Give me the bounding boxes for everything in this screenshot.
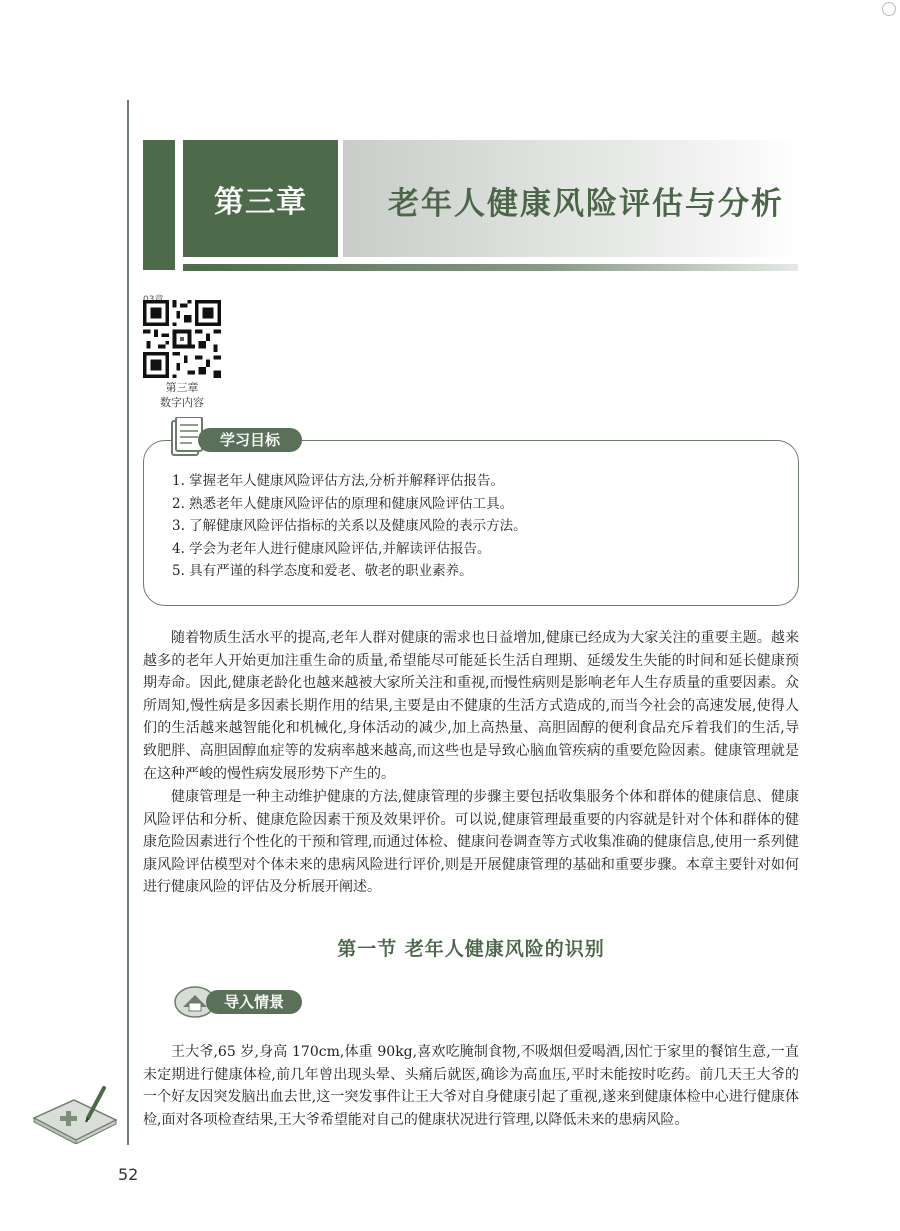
section-title: 第一节 老年人健康风险的识别 xyxy=(337,938,605,960)
objectives-list xyxy=(172,470,527,583)
body-paragraph: 健康管理是一种主动维护健康的方法,健康管理的步骤主要包括收集服务个体和群体的健康信息、健康风险评估和分析、健康危险因素干预及效果评价。可以说,健康管理最重要的内容就是针对个体和群体的健康危险因素进行个性化的干预和管理,而通过体检、健康问卷调查等方式收集准确的健康信息,使用一系列健康风险评估模型对个体未来的患病风险进行评价,则是开展健康管理的基础和重要步骤。本章主要针对如何进行健康风险的评估及分析展开阐述。 xyxy=(143,789,799,896)
objective-item: 1. 掌握老年人健康风险评估方法,分析并解释评估报告。 xyxy=(172,473,504,489)
clipboard-pen-icon xyxy=(30,1082,120,1144)
objective-item: 4. 学会为老年人进行健康风险评估,并解读评估报告。 xyxy=(172,540,491,557)
chapter-number: 第三章 xyxy=(183,140,338,257)
header-side-block xyxy=(143,140,175,270)
qr-caption-line: 数字内容 xyxy=(160,396,204,409)
qr-caption xyxy=(138,380,226,410)
objective-item: 2. 熟悉老年人健康风险评估的原理和健康风险评估工具。 xyxy=(172,495,514,512)
qr-code-icon[interactable] xyxy=(143,300,221,378)
objective-item: 5. 具有严谨的科学态度和爱老、敬老的职业素养。 xyxy=(172,563,473,579)
objective-item: 3. 了解健康风险评估指标的关系以及健康风险的表示方法。 xyxy=(172,518,527,534)
scenario-heading: 导入情景 xyxy=(206,990,302,1014)
page-number: 52 xyxy=(118,1165,139,1184)
header-underline xyxy=(183,264,798,271)
scenario-text: 王大爷,65 岁,身高 170cm,体重 90kg,喜欢吃腌制食物,不吸烟但爱喝酒,因忙于家里的餐馆生意,一直未定期进行健康体检,前几年曾出现头晕、头痛后就医,确诊为高血压,平时未能按时吃药。前几天王大爷的一个好友因突发脑出血去世,这一突发事件让王大爷对自身健康引起了重视,遂来到健康体检中心进行健康体检,面对各项检查结果,王大爷希望能对自己的健康状况进行管理,以降低未来的患病风险。 xyxy=(143,1044,799,1128)
qr-caption-line: 第三章 xyxy=(165,381,199,394)
body-paragraph: 随着物质生活水平的提高,老年人群对健康的需求也日益增加,健康已经成为大家关注的重要主题。越来越多的老年人开始更加注重生命的质量,希望能尽可能延长生活自理期、延缓发生失能的时间和延长健康预期寿命。因此,健康老龄化也越来越被大家所关注和重视,而慢性病则是影响老年人生存质量的重要因素。众所周知,慢性病是多因素长期作用的结果,主要是由不健康的生活方式造成的,而当今社会的高速发展,使得人们的生活越来越智能化和机械化,身体活动的减少,加上高热量、高胆固醇的便利食品充斥着我们的生活,导致肥胖、高胆固醇血症等的发病率越来越高,而这些也是导致心脑血管疾病的重要危险因素。健康管理就是在这种严峻的慢性病发展形势下产生的。 xyxy=(143,630,799,782)
margin-rule xyxy=(127,100,129,1145)
chapter-title: 老年人健康风险评估与分析 xyxy=(388,186,784,222)
objectives-heading: 学习目标 xyxy=(198,428,302,452)
corner-mark xyxy=(882,2,896,16)
